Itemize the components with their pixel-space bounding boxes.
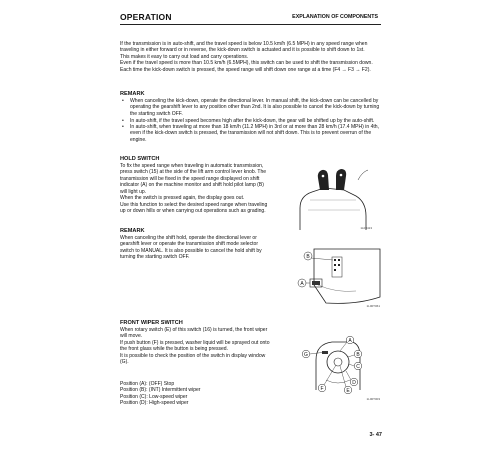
hold-switch-heading: HOLD SWITCH xyxy=(120,156,160,162)
hold-line: press switch (15) at the side of the lift arm control lever knob. The xyxy=(120,169,267,176)
pilot-lamp xyxy=(338,259,340,261)
leader-line xyxy=(340,342,347,351)
remark2-line: switch to MANUAL. It is also possible to cancel the hold shift by xyxy=(120,247,262,254)
remark-heading-2: REMARK xyxy=(120,228,145,234)
intro-line: Each time the kick-down switch is pressed, the speed range will shift down one range at a time (F4 → F3 → F2). xyxy=(120,66,371,73)
remark-line: operating the gearshift lever to any position other than 2nd. It is also possible to cancel the kick-down by turning xyxy=(130,104,380,111)
remark-2-text xyxy=(120,235,292,261)
pilot-lamp xyxy=(334,259,336,261)
push-button xyxy=(334,358,342,366)
indicator-panel xyxy=(332,257,342,277)
callout-g-label: G xyxy=(304,351,308,358)
wiper-switch-figure xyxy=(296,330,384,402)
hold-line: To fix the speed range when traveling in automatic transmission, xyxy=(120,163,264,169)
section-subtitle: EXPLANATION OF COMPONENTS xyxy=(292,14,378,20)
intro-paragraph xyxy=(120,41,385,73)
wiper-line: (G). xyxy=(120,359,129,366)
bullet-mark: • xyxy=(122,124,124,130)
hold-line: Use this function to select the desired speed range when traveling xyxy=(120,201,268,208)
hold-switch-button xyxy=(322,175,325,178)
hold-line: transmission will be fixed in the speed range displayed on shift xyxy=(120,175,260,182)
remark-bullet xyxy=(122,118,384,124)
callout-a-label: A xyxy=(348,337,352,344)
hold-line: indicator (A) on the machine monitor and shift hold pilot lamp (B) xyxy=(120,182,264,189)
remark-line: even if the kick-down switch is pressed, the transmission will not shift down. This is to prevent overrun of the xyxy=(130,130,372,137)
wiper-position: Position (A): (OFF) Stop xyxy=(120,381,175,387)
wiper-position: Position (C): Low-speed wiper xyxy=(120,393,188,400)
callout-f-label: F xyxy=(320,385,324,392)
figure-3-caption: 1L00T003 xyxy=(366,397,380,401)
hold-line: up or down hills or when carrying out operations such as grading. xyxy=(120,208,266,215)
figure-1-caption: 1L00413 xyxy=(360,226,372,230)
monitor-bezel xyxy=(314,249,380,303)
hold-switch-text xyxy=(120,163,292,215)
wiper-position: Position (B): (INT) Intermittent wiper xyxy=(120,387,201,394)
lever-knob-left xyxy=(318,170,329,190)
leader-line xyxy=(340,366,346,387)
intro-line: traveling in either forward or in reverse, the kick-down switch is actuated and it is possible to shift down to 1st. xyxy=(120,47,365,54)
hold-line: will light up. xyxy=(120,188,147,195)
callout-a-label: A xyxy=(300,280,304,287)
figure-2-caption: 1L00T061 xyxy=(366,304,380,308)
intro-line: Even if the travel speed is more than 10.5 km/h (6.5MPH), this switch can be used to shift the transmission down. xyxy=(120,60,373,67)
gauge-arc xyxy=(318,285,356,291)
wiper-line: If push button (F) is pressed, washer liquid will be sprayed out onto xyxy=(120,339,270,346)
lever-knob-figure xyxy=(296,160,384,232)
wiper-line: will move. xyxy=(120,333,143,340)
remark-bullet xyxy=(122,124,384,143)
leader-line xyxy=(310,353,322,355)
intro-line: This makes it easy to carry out load and carry operations. xyxy=(120,53,249,60)
console-outline xyxy=(300,188,366,230)
remark-line: In auto-shift, when traveling at more than 18 km/h (11.2 MPH) in 3rd or at more than 28 km/h (17.4 MPH) in 4th, xyxy=(130,124,380,130)
callout-b-label: B xyxy=(356,351,360,358)
hold-line: When the switch is pressed again, the display goes out. xyxy=(120,195,245,202)
bullet-mark: • xyxy=(122,117,124,124)
remark-heading: REMARK xyxy=(120,91,145,97)
remark2-line: gearshift lever or operate the transmission shift mode selector xyxy=(120,241,259,248)
display-window xyxy=(322,351,328,354)
callout-e-label: E xyxy=(346,387,350,394)
leader-line xyxy=(346,371,351,380)
leader-line xyxy=(324,365,336,385)
wiper-line: It is possible to check the position of the switch in display window xyxy=(120,352,266,359)
leader-line xyxy=(358,170,368,180)
section-title: OPERATION xyxy=(120,12,172,22)
pilot-lamp xyxy=(334,269,336,271)
intro-line: If the transmission is in auto-shift, and the travel speed is below 10.5 km/h (6.5 MPH) in any speed range when xyxy=(120,41,368,47)
wiper-line: the front glass while the button is being pressed. xyxy=(120,346,229,353)
wiper-position: Position (D): High-speed wiper xyxy=(120,400,189,407)
leader-line xyxy=(348,355,354,357)
callout-c-label: C xyxy=(356,363,360,370)
pilot-lamp xyxy=(334,264,336,266)
page-number: 3- 47 xyxy=(369,432,382,438)
remark-bullet xyxy=(122,98,384,117)
remark2-line: When canceling the shift hold, operate the directional lever or xyxy=(120,235,257,241)
wiper-line: When rotary switch (E) of this switch (16) is turned, the front wiper xyxy=(120,327,268,333)
leader-line xyxy=(349,364,354,366)
lever-knob-right xyxy=(336,169,346,190)
remark-line: In auto-shift, if the travel speed becomes high after the kick-down, the gear will be shifted up by the auto-shift. xyxy=(130,117,375,124)
bullet-mark: • xyxy=(122,98,124,104)
callout-d-label: D xyxy=(352,379,356,386)
header-rule xyxy=(120,24,381,25)
remark2-line: turning the starting switch OFF. xyxy=(120,254,190,261)
remark-line: When canceling the kick-down, operate the directional lever. In manual shift, the kick-down can be cancelled by xyxy=(130,98,379,104)
front-wiper-text xyxy=(120,327,292,366)
kick-down-button xyxy=(340,174,343,177)
front-wiper-heading: FRONT WIPER SWITCH xyxy=(120,320,183,326)
wiper-positions xyxy=(120,381,292,407)
console-detail-lines xyxy=(308,200,360,210)
remark-line: the starting switch OFF. xyxy=(130,110,183,117)
shift-indicator-digits xyxy=(312,281,320,285)
body-detail xyxy=(326,380,350,383)
callout-b-label: B xyxy=(306,253,310,260)
remark-line: engine. xyxy=(130,136,147,143)
machine-monitor-figure xyxy=(296,245,384,311)
pilot-lamp xyxy=(338,264,340,266)
